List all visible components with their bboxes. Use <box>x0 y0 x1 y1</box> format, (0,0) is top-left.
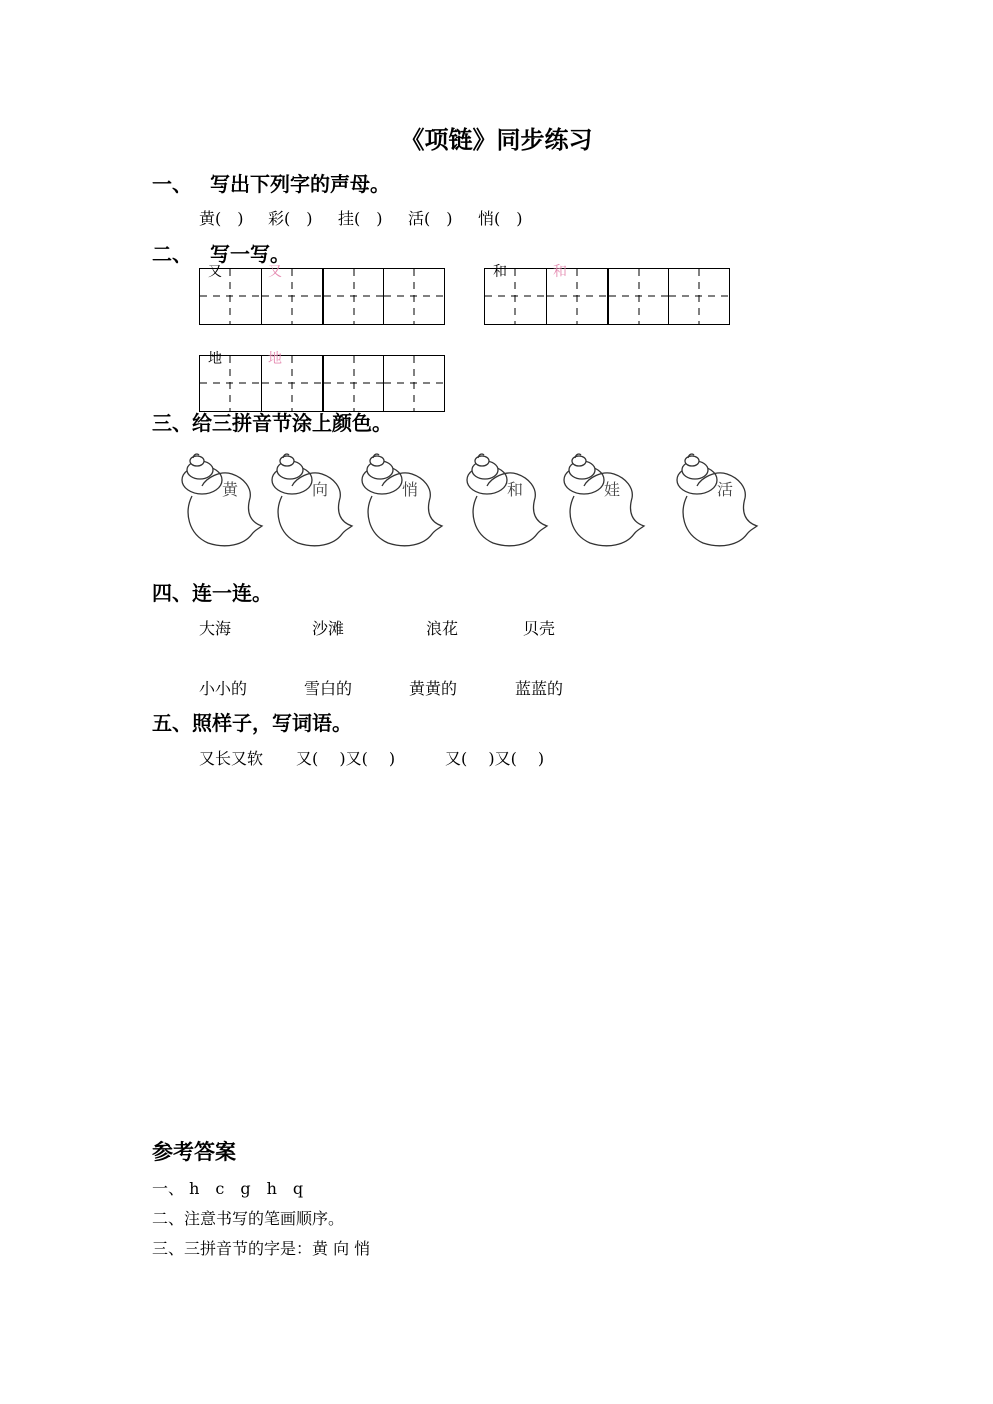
word-example: 又长又软 <box>199 749 264 768</box>
word-blank-1[interactable]: 又( )又( ) <box>296 749 396 768</box>
grid-cell[interactable] <box>668 269 729 324</box>
shell-icon <box>360 450 446 550</box>
shell-4[interactable] <box>465 450 551 554</box>
match-top-item[interactable]: 贝壳 <box>523 619 556 638</box>
shell-word: 悄 <box>402 480 419 499</box>
cell-guide-lines <box>609 269 670 324</box>
model-char: 又 <box>208 264 222 280</box>
cell-guide-lines <box>669 269 730 324</box>
initials-item-4: 活( ) <box>408 209 453 228</box>
grid-cell[interactable] <box>200 264 261 324</box>
section-4-heading <box>152 577 272 606</box>
cell-guide-lines <box>324 356 385 411</box>
page-title: 《项链》同步练习 <box>400 125 593 154</box>
shell-3[interactable] <box>360 450 446 554</box>
word-blank-2[interactable]: 又( )又( ) <box>445 749 545 768</box>
section-1-number: 一、 <box>152 172 192 196</box>
match-top-item[interactable]: 浪花 <box>426 619 459 638</box>
answer-line-2: 二、注意书写的笔画顺序。 <box>152 1209 345 1228</box>
shell-5[interactable] <box>562 450 648 554</box>
match-bottom-item[interactable]: 蓝蓝的 <box>515 679 564 698</box>
match-bottom-item[interactable]: 雪白的 <box>304 679 353 698</box>
shell-2[interactable] <box>270 450 356 554</box>
section-5-number: 五、 <box>152 711 192 735</box>
initials-item-1: 黄( ) <box>199 209 244 228</box>
writing-grid-2[interactable] <box>484 264 730 325</box>
grid-cell[interactable] <box>322 269 383 324</box>
shell-word: 活 <box>717 480 734 499</box>
section-4-title: 连一连。 <box>192 581 272 605</box>
match-top-item[interactable]: 沙滩 <box>312 619 345 638</box>
answers-heading: 参考答案 <box>152 1139 236 1164</box>
answer-line-1: 一、 h c g h q <box>152 1179 304 1198</box>
shell-1[interactable] <box>180 450 266 554</box>
shell-icon <box>180 450 266 550</box>
shell-6[interactable] <box>675 450 761 554</box>
initials-item-2: 彩( ) <box>268 209 313 228</box>
shell-icon <box>270 450 356 550</box>
section-5-heading <box>152 707 352 736</box>
trace-char: 又 <box>268 264 282 280</box>
writing-grid-1[interactable] <box>199 264 445 325</box>
match-bottom-item[interactable]: 黄黄的 <box>409 679 458 698</box>
shell-word: 黄 <box>222 480 239 499</box>
model-char: 和 <box>493 264 507 280</box>
match-bottom-item[interactable]: 小小的 <box>199 679 248 698</box>
grid-cell[interactable] <box>607 269 668 324</box>
section-2-number: 二、 <box>152 242 192 266</box>
match-top-item[interactable]: 大海 <box>199 619 232 638</box>
section-2-title: 写一写。 <box>210 242 290 266</box>
section-3-title: 给三拼音节涂上颜色。 <box>192 411 392 435</box>
cell-guide-lines <box>384 269 445 324</box>
shell-icon <box>465 450 551 550</box>
section-4-number: 四、 <box>152 581 192 605</box>
grid-cell[interactable] <box>383 356 444 411</box>
cell-guide-lines <box>384 356 445 411</box>
grid-cell[interactable] <box>322 356 383 411</box>
grid-cell[interactable] <box>200 351 261 411</box>
grid-cell[interactable] <box>261 351 322 411</box>
initials-item-3: 挂( ) <box>338 209 383 228</box>
grid-cell[interactable] <box>383 269 444 324</box>
section-1-title: 写出下列字的声母。 <box>210 172 390 196</box>
shell-icon <box>562 450 648 550</box>
section-5-title: 照样子，写词语。 <box>192 711 352 735</box>
model-char: 地 <box>208 351 222 367</box>
cell-guide-lines <box>324 269 385 324</box>
trace-char: 地 <box>268 351 282 367</box>
shell-word: 向 <box>312 480 329 499</box>
trace-char: 和 <box>553 264 567 280</box>
answer-line-3: 三、三拼音节的字是：黄 向 悄 <box>152 1239 371 1258</box>
writing-grid-3[interactable] <box>199 351 445 412</box>
grid-cell[interactable] <box>546 264 607 324</box>
shell-icon <box>675 450 761 550</box>
section-3-number: 三、 <box>152 411 192 435</box>
shell-word: 娃 <box>604 480 621 499</box>
section-3-heading <box>152 407 392 436</box>
grid-cell[interactable] <box>261 264 322 324</box>
shell-word: 和 <box>507 480 524 499</box>
grid-cell[interactable] <box>485 264 546 324</box>
initials-item-5: 悄( ) <box>478 209 523 228</box>
section-1-heading <box>152 168 390 197</box>
